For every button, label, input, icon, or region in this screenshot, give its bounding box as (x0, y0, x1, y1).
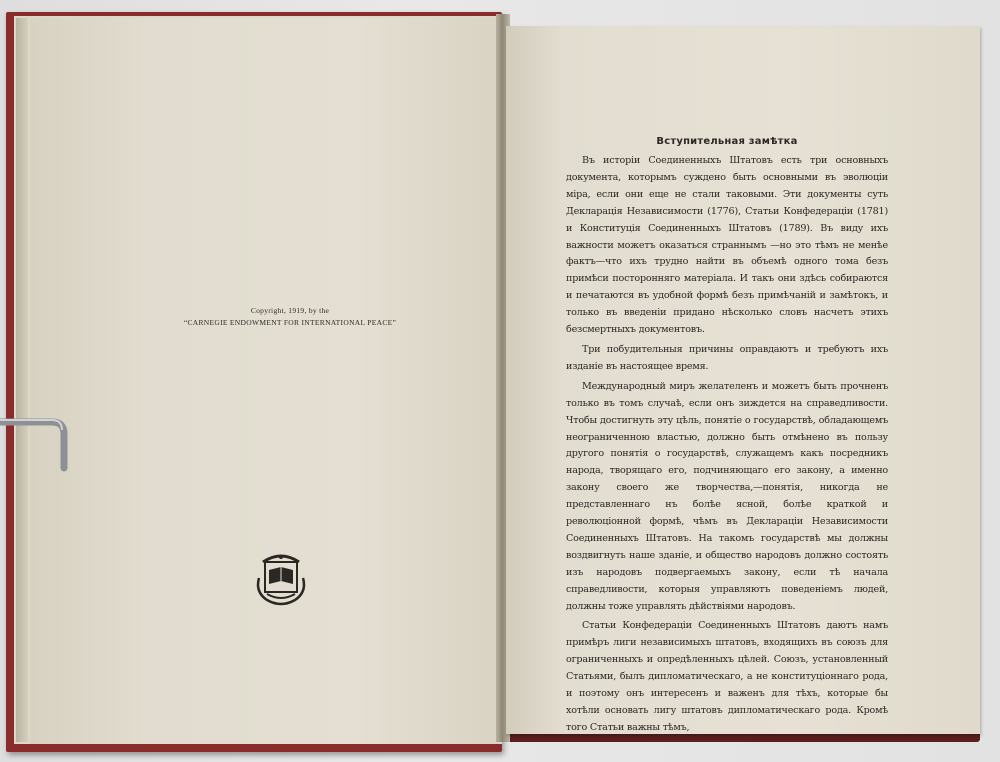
metal-clip-icon (0, 412, 70, 482)
copyright-notice (170, 305, 410, 329)
paragraph: Статьи Конфедераціи Соединенныхъ Штатовъ даютъ намъ примѣръ лиги независимыхъ штатовъ, входящихъ въ союзъ для ограниченныхъ и опредѣленныхъ цѣлей. Союзъ, установленный Статьями, былъ дипломатическаго, а не конституціоннаго рода, и поэтому онъ интересенъ и важенъ для тѣхъ, которые бы хотѣли основать лигу штатовъ дипломатическаго рода. Кромѣ того Статьи важны тѣмъ, (566, 620, 888, 733)
copyright-line-1: Copyright, 1919, by the (250, 306, 330, 315)
introduction-section (566, 136, 888, 740)
carnegie-endowment-seal-icon (253, 548, 309, 610)
left-page-edge (16, 18, 28, 742)
copyright-line-2: “CARNEGIE ENDOWMENT FOR INTERNATIONAL PEACE” (183, 318, 397, 327)
left-page (30, 18, 500, 744)
paragraph: Международный миръ желателенъ и можетъ быть прочненъ только въ томъ случаѣ, если онъ зиждется на справедливости. Чтобы достигнуть эту цѣль, понятіе о государствѣ, обладающемъ неограниченною властью, должно быть отмѣнено въ пользу другого понятія о государствѣ, служащемъ какъ посредникъ народа, творящаго его, подчиняющаго его закону, а именно закону своего же творчества,—понятія, никогда не представленнаго нъ болѣе ясной, болѣе краткой и революціонной формѣ, чѣмъ въ Декларацiи Независимости Соединенныхъ Штатовъ. На такомъ государствѣ мы должны воздвигнуть наше зданіе, и общество народовъ должно состоять изъ народовъ подвергаемыхъ закону, если тѣ начала справедливости, которыя управляютъ поведеніемъ людей, должны тоже управлять дѣйствіями народовъ. (566, 380, 888, 612)
section-heading: Вступительная замѣтка (656, 136, 798, 147)
paragraph: Въ исторіи Соединенныхъ Штатовъ есть три основныхъ документа, которымъ суждено быть основными въ эволюціи міра, если они еще не стали таковыми. Эти документы суть Декларація Независимости (1776), Статьи Конфедераціи (1781) и Конституція Соединенныхъ Штатовъ (1789). Въ виду ихъ важности можетъ оказаться страннымъ —но это тѣмъ не менѣе фактъ—что ихъ трудно найти въ объемѣ одного тома безъ примѣси посторонняго матеріала. И такъ они здѣсь собираются и печатаются въ удобной формѣ безъ примѣчаній и замѣтокъ, и только въ введеніи придано нѣсколько словъ насчетъ этихъ безсмертныхъ документовъ. (566, 155, 888, 336)
paragraph: Три побудительныя причины оправдаютъ и требуютъ ихъ изданіе въ настоящее время. (566, 343, 888, 372)
